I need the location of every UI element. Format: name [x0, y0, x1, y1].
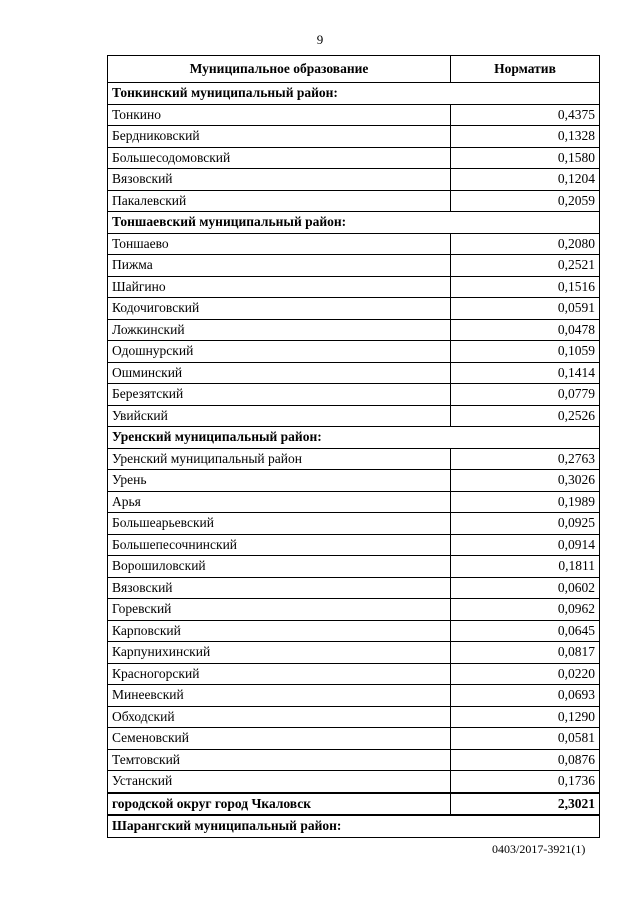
- municipality-name: Большепесочнинский: [108, 534, 451, 556]
- municipality-name: Увийский: [108, 405, 451, 427]
- total-row: [108, 793, 600, 816]
- table-row: [108, 448, 600, 470]
- section-title: Шарангский муниципальный район:: [108, 815, 600, 837]
- normative-value: 0,2763: [451, 448, 600, 470]
- table-row: [108, 190, 600, 212]
- document-code: 0403/2017-3921(1): [492, 842, 586, 856]
- table-row: [108, 491, 600, 513]
- municipality-name: Уренский муниципальный район: [108, 448, 451, 470]
- municipality-name: Шайгино: [108, 276, 451, 298]
- normative-table: [107, 55, 600, 838]
- municipality-name: Вязовский: [108, 169, 451, 191]
- municipality-name: Кодочиговский: [108, 298, 451, 320]
- column-header-normative: Норматив: [451, 56, 600, 83]
- municipality-name: Тоншаево: [108, 233, 451, 255]
- municipality-name: Березятский: [108, 384, 451, 406]
- normative-value: 0,2080: [451, 233, 600, 255]
- municipality-name: Минеевский: [108, 685, 451, 707]
- municipality-name: Арья: [108, 491, 451, 513]
- normative-value: 0,0914: [451, 534, 600, 556]
- table-row: [108, 255, 600, 277]
- municipality-name: Семеновский: [108, 728, 451, 750]
- table-row: [108, 362, 600, 384]
- normative-value: 0,3026: [451, 470, 600, 492]
- normative-value: 0,0817: [451, 642, 600, 664]
- normative-value: 0,1989: [451, 491, 600, 513]
- table-row: [108, 749, 600, 771]
- table-row: [108, 470, 600, 492]
- page-number: 9: [316, 32, 324, 47]
- table-header-row: [108, 56, 600, 83]
- normative-value: 0,1059: [451, 341, 600, 363]
- normative-value: 2,3021: [451, 793, 600, 816]
- table-row: [108, 341, 600, 363]
- table-row: [108, 534, 600, 556]
- normative-value: 0,0925: [451, 513, 600, 535]
- normative-value: 0,1811: [451, 556, 600, 578]
- section-header-row: [108, 427, 600, 449]
- municipality-name: Карпунихинский: [108, 642, 451, 664]
- municipality-name: Ложкинский: [108, 319, 451, 341]
- table-row: [108, 663, 600, 685]
- municipality-name: Темтовский: [108, 749, 451, 771]
- table-row: [108, 384, 600, 406]
- section-title: Тонкинский муниципальный район:: [108, 83, 600, 105]
- municipality-name: Красногорский: [108, 663, 451, 685]
- table-row: [108, 126, 600, 148]
- municipality-name: Большеарьевский: [108, 513, 451, 535]
- table-row: [108, 104, 600, 126]
- column-header-municipality: Муниципальное образование: [108, 56, 451, 83]
- table-row: [108, 169, 600, 191]
- normative-value: 0,2521: [451, 255, 600, 277]
- normative-value: 0,0602: [451, 577, 600, 599]
- table-row: [108, 685, 600, 707]
- municipality-name: Ворошиловский: [108, 556, 451, 578]
- municipality-name: Ошминский: [108, 362, 451, 384]
- normative-value: 0,0581: [451, 728, 600, 750]
- normative-value: 0,1290: [451, 706, 600, 728]
- table-row: [108, 298, 600, 320]
- normative-value: 0,0779: [451, 384, 600, 406]
- normative-value: 0,1580: [451, 147, 600, 169]
- municipality-name: Пижма: [108, 255, 451, 277]
- table-row: [108, 577, 600, 599]
- table-row: [108, 233, 600, 255]
- normative-value: 0,1736: [451, 771, 600, 793]
- municipality-name: Карповский: [108, 620, 451, 642]
- section-header-row: [108, 815, 600, 837]
- normative-value: 0,0591: [451, 298, 600, 320]
- municipality-name: Пакалевский: [108, 190, 451, 212]
- municipality-name: Обходский: [108, 706, 451, 728]
- municipality-name: Вязовский: [108, 577, 451, 599]
- section-header-row: [108, 212, 600, 234]
- table-row: [108, 728, 600, 750]
- section-title: Тоншаевский муниципальный район:: [108, 212, 600, 234]
- table-row: [108, 319, 600, 341]
- normative-value: 0,1328: [451, 126, 600, 148]
- normative-value: 0,1204: [451, 169, 600, 191]
- normative-value: 0,1516: [451, 276, 600, 298]
- normative-value: 0,0962: [451, 599, 600, 621]
- municipality-name: Тонкино: [108, 104, 451, 126]
- normative-value: 0,0645: [451, 620, 600, 642]
- table-row: [108, 556, 600, 578]
- normative-value: 0,0478: [451, 319, 600, 341]
- municipality-name: Горевский: [108, 599, 451, 621]
- normative-value: 0,0876: [451, 749, 600, 771]
- table-row: [108, 405, 600, 427]
- table-body: [108, 83, 600, 838]
- normative-value: 0,2526: [451, 405, 600, 427]
- municipality-name: городской округ город Чкаловск: [108, 793, 451, 816]
- table-row: [108, 276, 600, 298]
- table-row: [108, 513, 600, 535]
- table-row: [108, 642, 600, 664]
- municipality-name: Бердниковский: [108, 126, 451, 148]
- normative-value: 0,2059: [451, 190, 600, 212]
- normative-value: 0,0220: [451, 663, 600, 685]
- table-row: [108, 599, 600, 621]
- section-title: Уренский муниципальный район:: [108, 427, 600, 449]
- table-row: [108, 771, 600, 793]
- table-row: [108, 706, 600, 728]
- normative-value: 0,4375: [451, 104, 600, 126]
- normative-value: 0,1414: [451, 362, 600, 384]
- table-row: [108, 147, 600, 169]
- table-row: [108, 620, 600, 642]
- municipality-name: Одошнурский: [108, 341, 451, 363]
- normative-value: 0,0693: [451, 685, 600, 707]
- municipality-name: Устанский: [108, 771, 451, 793]
- section-header-row: [108, 83, 600, 105]
- municipality-name: Урень: [108, 470, 451, 492]
- municipality-name: Большесодомовский: [108, 147, 451, 169]
